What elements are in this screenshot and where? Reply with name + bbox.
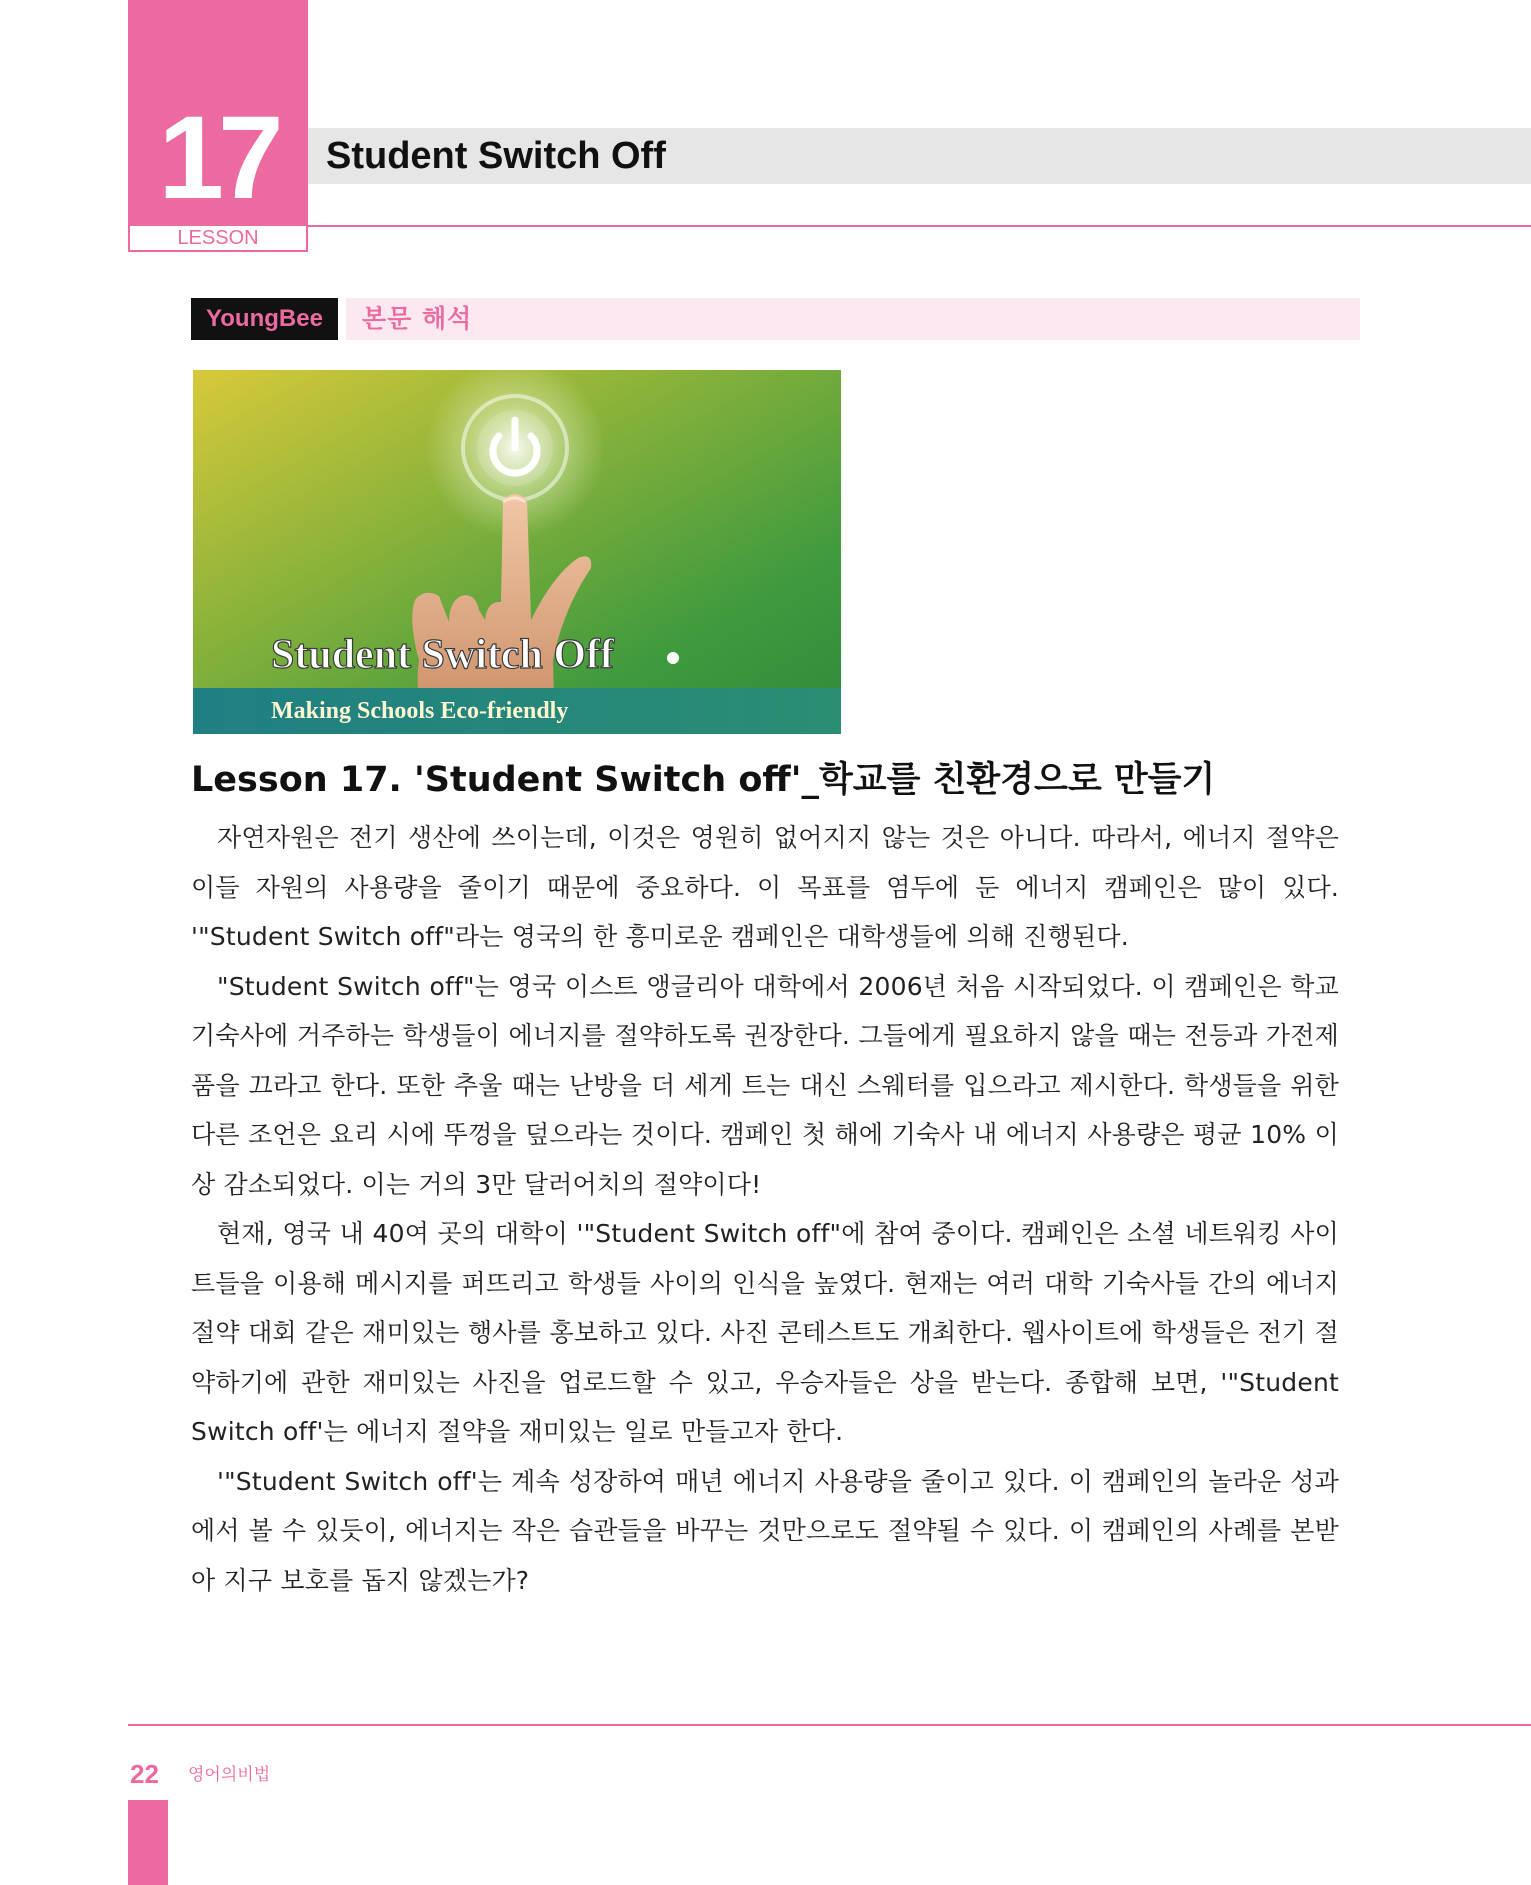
article-body [191, 813, 1339, 1605]
paragraph-1: 자연자원은 전기 생산에 쓰이는데, 이것은 영원히 없어지지 않는 것은 아니다. 따라서, 에너지 절약은 이들 자원의 사용량을 줄이기 때문에 중요하다. 이 목표를 염두에 둔 에너지 캠페인은 많이 있다. '"Student Switch off"라는 영국의 한 흥미로운 캠페인은 대학생들에 의해 진행된다. [191, 823, 1339, 951]
power-button-icon [463, 396, 567, 500]
section-tag: YoungBee [191, 298, 338, 340]
footer-accent-block [128, 1800, 168, 1885]
page-number: 22 [130, 1759, 159, 1789]
paragraph-2: "Student Switch off"는 영국 이스트 앵글리아 대학에서 2006년 처음 시작되었다. 이 캠페인은 학교 기숙사에 거주하는 학생들이 에너지를 절약하도록 권장한다. 그들에게 필요하지 않을 때는 전등과 가전제품을 끄라고 한다. 또한 추울 때는 난방을 더 세게 트는 대신 스웨터를 입으라고 제시한다. 학생들을 위한 다른 조언은 요리 시에 뚜껑을 덮으라는 것이다. 캠페인 첫 해에 기숙사 내 에너지 사용량은 평균 10% 이상 감소되었다. 이는 거의 3만 달러어치의 절약이다! [191, 971, 1339, 1199]
hero-subtitle: Making Schools Eco-friendly [271, 698, 569, 724]
lesson-badge [128, 0, 308, 226]
book-title: 영어의비법 [188, 1765, 271, 1785]
hero-image [193, 370, 841, 734]
lesson-title-bar [308, 128, 1531, 184]
lesson-label: LESSON [128, 226, 308, 252]
hero-title: Student Switch Off [271, 632, 615, 678]
section-title: 본문 해석 [362, 304, 473, 333]
article-heading: Lesson 17. 'Student Switch off'_학교를 친환경으로 만들기 [191, 760, 1216, 800]
lesson-number: 17 [158, 92, 278, 224]
footer-divider [128, 1724, 1531, 1726]
paragraph-4: '"Student Switch off'는 계속 성장하여 매년 에너지 사용량을 줄이고 있다. 이 캠페인의 놀라운 성과에서 볼 수 있듯이, 에너지는 작은 습관들을 바꾸는 것만으로도 절약될 수 있다. 이 캠페인의 사례를 본받아 지구 보호를 돕지 않겠는가? [191, 1466, 1339, 1595]
header-divider [308, 225, 1531, 227]
paragraph-3: 현재, 영국 내 40여 곳의 대학이 '"Student Switch off"에 참여 중이다. 캠페인은 소셜 네트워킹 사이트들을 이용해 메시지를 퍼뜨리고 학생들 사이의 인식을 높였다. 현재는 여러 대학 기숙사들 간의 에너지 절약 대회 같은 재미있는 행사를 홍보하고 있다. 사진 콘테스트도 개최한다. 웹사이트에 학생들은 전기 절약하기에 관한 재미있는 사진을 업로드할 수 있고, 우승자들은 상을 받는다. 종합해 보면, '"Student Switch off'는 에너지 절약을 재미있는 일로 만들고자 한다. [191, 1219, 1339, 1446]
lesson-title: Student Switch Off [326, 135, 666, 177]
section-bar [346, 298, 1360, 340]
